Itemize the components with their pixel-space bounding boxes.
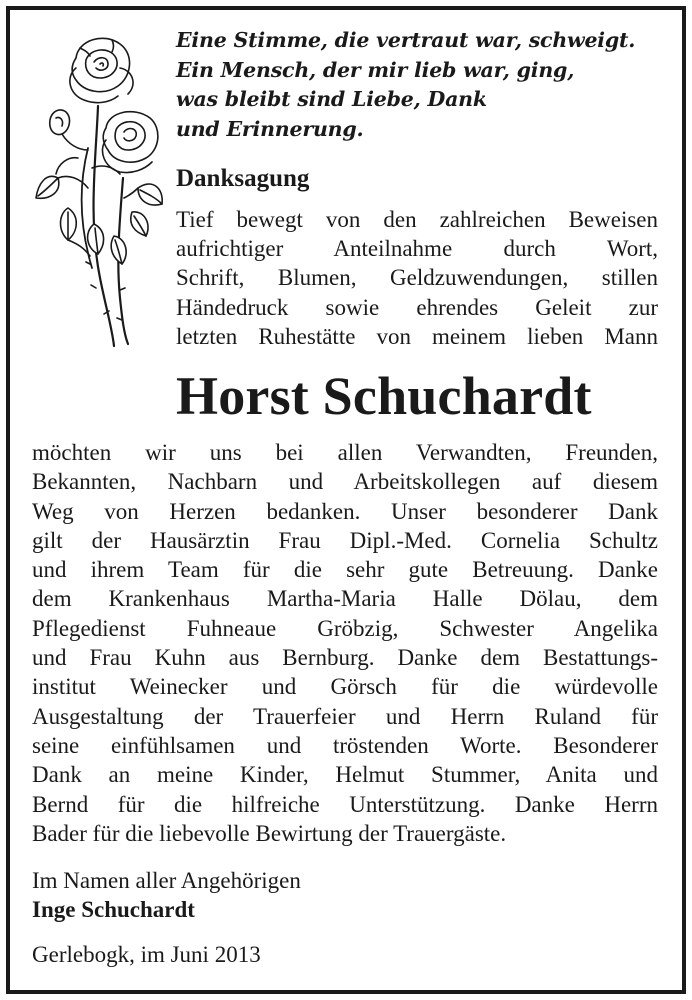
intro-line: Schrift, Blumen, Geldzuwendungen, stillen bbox=[176, 265, 658, 291]
intro-line: aufrichtiger Anteilnahme durch Wort, bbox=[176, 236, 658, 262]
intro-paragraph bbox=[176, 205, 658, 351]
body-line: Dank an meine Kinder, Helmut Stummer, Anita und bbox=[32, 762, 658, 788]
body-line: Bernd für die hilfreiche Unterstützung. Danke Herrn bbox=[32, 791, 658, 817]
poem-line: Ein Mensch, der mir lieb war, ging, bbox=[176, 57, 575, 82]
place-date: Gerlebogk, im Juni 2013 bbox=[32, 942, 261, 967]
body-paragraph bbox=[32, 438, 658, 848]
poem-line: Eine Stimme, die vertraut war, schweigt. bbox=[176, 28, 636, 52]
signature-block bbox=[32, 866, 301, 924]
body-line: möchten wir uns bei allen Verwandten, Freunden, bbox=[32, 440, 658, 465]
signature-signer: Inge Schuchardt bbox=[32, 897, 195, 922]
heading-danksagung: Danksagung bbox=[176, 165, 310, 192]
body-line: Weg von Herzen bedanken. Unser besonderer Dank bbox=[32, 498, 658, 524]
body-line: institut Weinecker und Görsch für die würdevolle bbox=[32, 674, 658, 700]
poem-verse bbox=[176, 26, 656, 144]
intro-line: Händedruck sowie ehrendes Geleit zur bbox=[176, 294, 658, 320]
poem-line: und Erinnerung. bbox=[176, 116, 364, 141]
body-line: und ihrem Team für die sehr gute Betreuung. Danke bbox=[32, 557, 658, 583]
deceased-name: Horst Schuchardt bbox=[176, 366, 592, 426]
body-line: Ausgestaltung der Trauerfeier und Herrn Ruland für bbox=[32, 703, 658, 729]
body-line: gilt der Hausärztin Frau Dipl.-Med. Cornelia Schultz bbox=[32, 527, 658, 553]
body-line: Bekannten, Nachbarn und Arbeitskollegen auf diesem bbox=[32, 469, 658, 495]
body-line: Bader für die liebevolle Bewirtung der Trauergäste. bbox=[32, 820, 507, 846]
intro-line: Tief bewegt von den zahlreichen Beweisen bbox=[176, 207, 658, 232]
rose-icon bbox=[28, 28, 168, 350]
signature-on-behalf: Im Namen aller Angehörigen bbox=[32, 868, 301, 893]
poem-line: was bleibt sind Liebe, Dank bbox=[176, 87, 487, 111]
body-line: dem Krankenhaus Martha-Maria Halle Dölau, dem bbox=[32, 586, 658, 612]
body-line: Pflegedienst Fuhneaue Gröbzig, Schwester Angelika bbox=[32, 615, 658, 641]
body-line: und Frau Kuhn aus Bernburg. Danke dem Bestattungs- bbox=[32, 645, 658, 671]
intro-line: letzten Ruhestätte von meinem lieben Mann bbox=[176, 323, 658, 349]
body-line: seine einfühlsamen und tröstenden Worte. Besonderer bbox=[32, 732, 658, 758]
